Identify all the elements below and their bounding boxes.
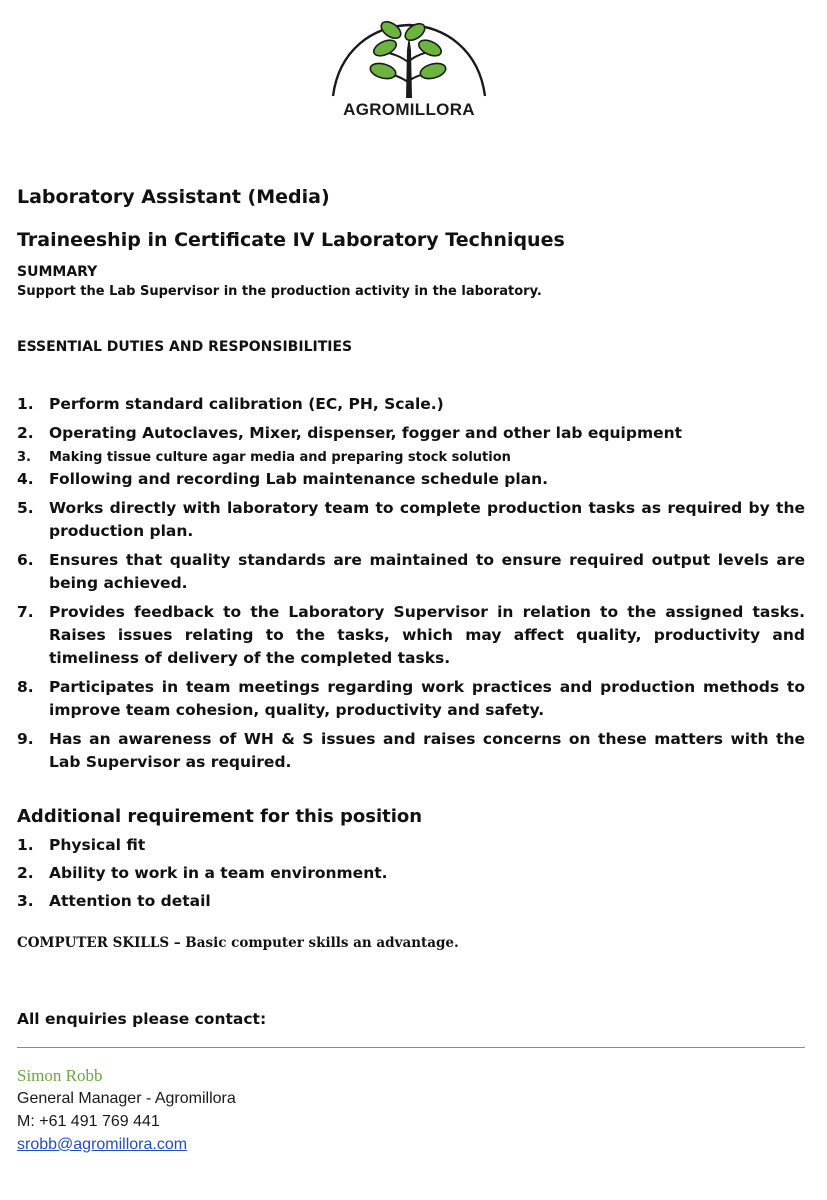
item-text: Ability to work in a team environment. xyxy=(49,864,388,882)
list-item xyxy=(17,497,805,543)
item-number: 3. xyxy=(17,450,31,465)
item-number: 6. xyxy=(17,551,34,569)
item-number: 7. xyxy=(17,603,34,621)
item-number: 4. xyxy=(17,470,34,488)
logo-text: AGROMILLORA xyxy=(343,100,475,119)
item-text: Ensures that quality standards are maintained to ensure required output levels are being achieved. xyxy=(49,551,805,592)
summary-heading: SUMMARY xyxy=(17,264,98,280)
job-description xyxy=(17,182,805,1156)
additional-heading: Additional requirement for this position xyxy=(17,806,423,827)
contact-email-link[interactable]: srobb@agromillora.com xyxy=(17,1136,188,1153)
list-item xyxy=(17,676,805,722)
list-item xyxy=(17,728,805,774)
item-text: Making tissue culture agar media and preparing stock solution xyxy=(49,450,511,465)
list-item xyxy=(17,449,805,466)
item-number: 3. xyxy=(17,892,34,910)
divider xyxy=(17,1047,805,1048)
summary-text: Support the Lab Supervisor in the production activity in the laboratory. xyxy=(17,284,542,299)
additional-list xyxy=(17,834,805,913)
item-text: Physical fit xyxy=(49,836,146,854)
item-number: 2. xyxy=(17,424,34,442)
contact-phone: M: +61 491 769 441 xyxy=(17,1113,160,1130)
item-text: Participates in team meetings regarding work practices and production methods to improve team cohesion, quality, productivity and safety. xyxy=(49,678,805,719)
item-text: Provides feedback to the Laboratory Supervisor in relation to the assigned tasks. Raises issues relating to the tasks, which may affect quality, productivity and timeliness of delivery of the completed tasks. xyxy=(49,603,805,667)
tree-leaves-icon xyxy=(327,12,491,102)
item-number: 1. xyxy=(17,395,34,413)
contact-name: Simon Robb xyxy=(17,1066,103,1085)
job-subtitle: Traineeship in Certificate IV Laboratory Techniques xyxy=(17,229,565,251)
enquiries-heading: All enquiries please contact: xyxy=(17,1010,267,1028)
duties-heading: ESSENTIAL DUTIES AND RESPONSIBILITIES xyxy=(17,339,353,355)
list-item xyxy=(17,393,805,416)
item-text: Following and recording Lab maintenance schedule plan. xyxy=(49,470,549,488)
agromillora-logo xyxy=(327,12,491,124)
item-text: Works directly with laboratory team to complete production tasks as required by the production plan. xyxy=(49,499,805,540)
list-item xyxy=(17,862,805,885)
duties-list xyxy=(17,393,805,774)
item-text: Attention to detail xyxy=(49,892,211,910)
item-number: 5. xyxy=(17,499,34,517)
computer-skills: COMPUTER SKILLS – Basic computer skills an advantage. xyxy=(17,935,459,951)
contact-block xyxy=(17,1064,805,1156)
item-text: Operating Autoclaves, Mixer, dispenser, fogger and other lab equipment xyxy=(49,424,683,442)
contact-role: General Manager - Agromillora xyxy=(17,1090,236,1107)
item-text: Has an awareness of WH & S issues and raises concerns on these matters with the Lab Supervisor as required. xyxy=(49,730,805,771)
item-number: 1. xyxy=(17,836,34,854)
job-title: Laboratory Assistant (Media) xyxy=(17,186,330,208)
list-item xyxy=(17,468,805,491)
list-item xyxy=(17,834,805,857)
item-number: 2. xyxy=(17,864,34,882)
list-item xyxy=(17,890,805,913)
item-number: 8. xyxy=(17,678,34,696)
list-item xyxy=(17,422,805,445)
list-item xyxy=(17,601,805,670)
item-text: Perform standard calibration (EC, PH, Scale.) xyxy=(49,395,444,413)
item-number: 9. xyxy=(17,730,34,748)
list-item xyxy=(17,549,805,595)
